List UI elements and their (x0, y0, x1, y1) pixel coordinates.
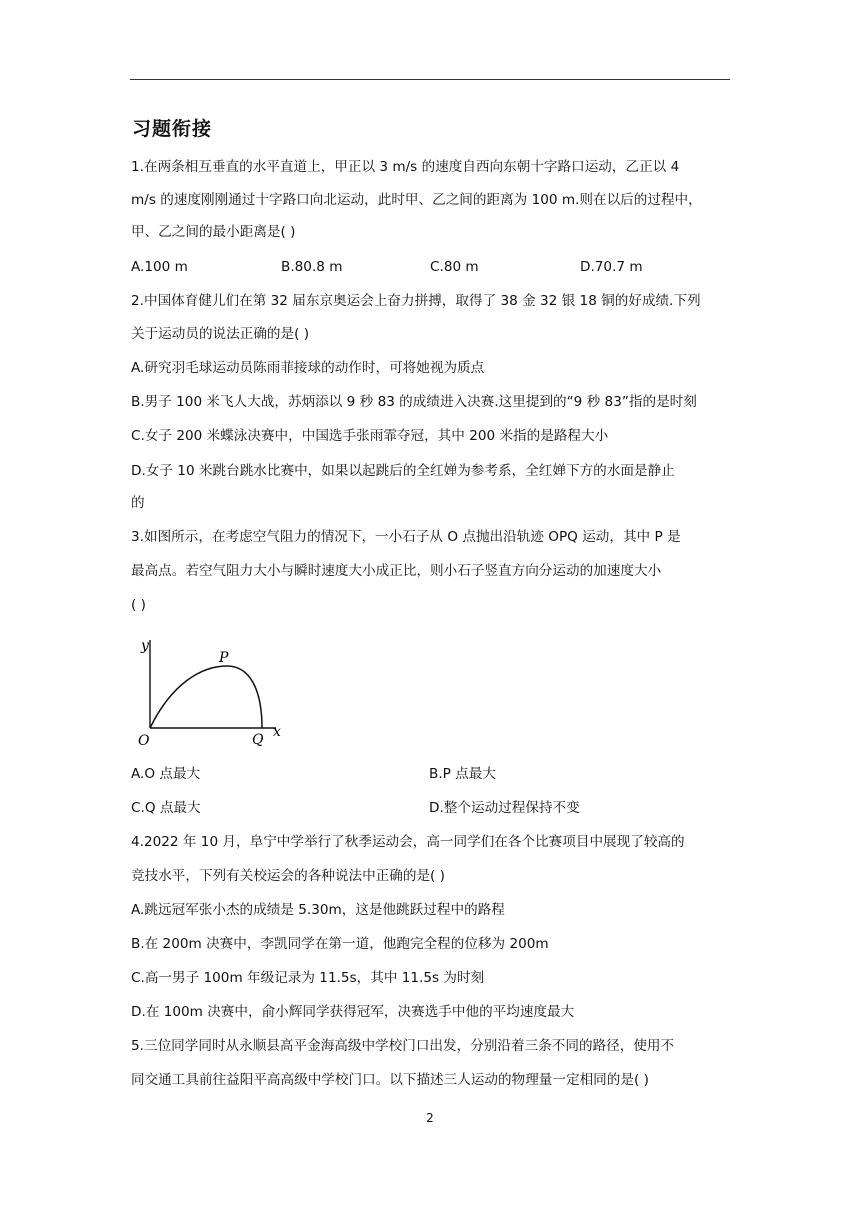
q1-line-3: 甲、乙之间的最小距离是( ) (131, 224, 296, 240)
q2-option-c: C.女子 200 米蝶泳决赛中，中国选手张雨霏夺冠，其中 200 米指的是路程大小 (131, 428, 609, 444)
q2-line-2: 关于运动员的说法正确的是( ) (131, 326, 310, 342)
q4-line-2: 竞技水平，下列有关校运会的各种说法中正确的是( ) (131, 868, 445, 884)
q2-option-d-cont: 的 (131, 495, 145, 511)
q3-option-a: A.O 点最大 (131, 766, 201, 782)
q3-option-c: C.Q 点最大 (131, 800, 201, 816)
y-axis-label: y (141, 638, 149, 654)
q4-line-1: 4.2022 年 10 月，阜宁中学举行了秋季运动会，高一同学们在各个比赛项目中展现了较高的 (131, 834, 685, 850)
q4-option-a: A.跳远冠军张小杰的成绩是 5.30m，这是他跳跃过程中的路程 (131, 902, 505, 918)
point-q-label: Q (252, 732, 264, 748)
q3-option-b: B.P 点最大 (429, 766, 496, 782)
q3-option-d: D.整个运动过程保持不变 (429, 800, 580, 816)
trajectory-figure (132, 628, 292, 748)
q2-option-a: A.研究羽毛球运动员陈雨菲接球的动作时，可将她视为质点 (131, 360, 485, 376)
point-p-label: P (219, 650, 229, 666)
q1-option-d: D.70.7 m (580, 259, 643, 275)
q1-option-b: B.80.8 m (281, 259, 343, 275)
q5-line-1: 5.三位同学同时从永顺县高平金海高级中学校门口出发，分别沿着三条不同的路径，使用不 (131, 1038, 675, 1054)
q1-option-a: A.100 m (131, 259, 188, 275)
q4-option-b: B.在 200m 决赛中，李凯同学在第一道，他跑完全程的位移为 200m (131, 936, 549, 952)
q3-line-3: ( ) (131, 597, 146, 613)
section-heading: 习题衔接 (132, 118, 213, 140)
header-rule (130, 79, 730, 80)
q2-option-d: D.女子 10 米跳台跳水比赛中，如果以起跳后的全红婵为参考系，全红婵下方的水面是静止 (131, 463, 675, 479)
q4-option-d: D.在 100m 决赛中，俞小辉同学获得冠军，决赛选手中他的平均速度最大 (131, 1004, 575, 1020)
x-axis-label: x (273, 724, 281, 740)
q1-line-1: 1.在两条相互垂直的水平直道上，甲正以 3 m/s 的速度自西向东朝十字路口运动，乙正以 4 (131, 159, 680, 175)
q1-option-c: C.80 m (430, 259, 479, 275)
q1-line-2: m/s 的速度刚刚通过十字路口向北运动，此时甲、乙之间的距离为 100 m.则在以后的过程中， (131, 192, 702, 208)
trajectory-curve (150, 666, 262, 728)
q2-option-b: B.男子 100 米飞人大战，苏炳添以 9 秒 83 的成绩进入决赛.这里提到的“9 秒 83”指的是时刻 (131, 394, 697, 410)
q4-option-c: C.高一男子 100m 年级记录为 11.5s，其中 11.5s 为时刻 (131, 970, 485, 986)
page-number: 2 (426, 1111, 434, 1125)
q3-line-1: 3.如图所示，在考虑空气阻力的情况下，一小石子从 O 点抛出沿轨迹 OPQ 运动，其中 P 是 (131, 529, 681, 545)
q3-line-2: 最高点。若空气阻力大小与瞬时速度大小成正比，则小石子竖直方向分运动的加速度大小 (131, 563, 662, 579)
point-o-label: O (138, 733, 150, 748)
q5-line-2: 同交通工具前往益阳平高高级中学校门口。以下描述三人运动的物理量一定相同的是( ) (131, 1072, 649, 1088)
q2-line-1: 2.中国体育健儿们在第 32 届东京奥运会上奋力拼搏，取得了 38 金 32 银 18 铜的好成绩.下列 (131, 293, 701, 309)
